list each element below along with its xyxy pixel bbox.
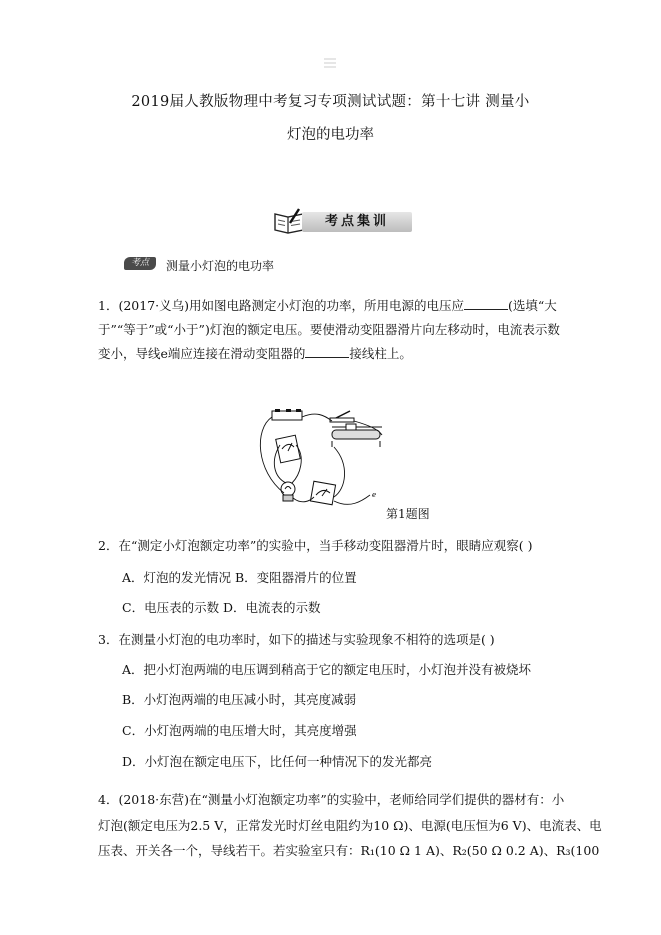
q3-option-a: A．把小灯泡两端的电压调到稍高于它的额定电压时，小灯泡并没有被烧坏 <box>122 662 532 677</box>
q2-stem: 2．在“测定小灯泡额定功率”的实验中，当手移动变阻器滑片时，眼睛应观察( ) <box>98 538 533 553</box>
rheostat <box>332 424 382 447</box>
q1-line3-text: 变小，导线e端应连接在滑动变阻器的 <box>98 346 306 361</box>
q4-line3: 压表、开关各一个，导线若干。若实验室只有：R₁(10 Ω 1 A)、R₂(50 Ω 0.2 A)、R₃(100 <box>98 843 600 858</box>
q1-line3-tail: 接线柱上。 <box>349 346 412 361</box>
voltmeter <box>276 435 301 463</box>
q4-line2: 灯泡(额定电压为2.5 V，正常发光时灯丝电阻约为10 Ω)、电源(电压恒为6 V)、电流表、电 <box>98 818 602 833</box>
book-pen-icon <box>272 208 306 236</box>
figure-caption: 第1题图 <box>386 507 430 521</box>
q1-blank2 <box>305 345 349 358</box>
q1-blank1 <box>464 297 508 310</box>
circuit-figure <box>250 405 390 517</box>
q1-line1 <box>98 296 557 314</box>
switch <box>330 411 354 422</box>
ammeter <box>310 481 335 505</box>
page-top-mark <box>322 56 338 70</box>
q3-stem: 3．在测量小灯泡的电功率时，如下的描述与实验现象不相符的选项是( ) <box>98 632 495 647</box>
q4-line1: 4．(2018·东营)在“测量小灯泡额定功率”的实验中，老师给同学们提供的器材有：小 <box>98 792 565 807</box>
topic-tag: 考点 <box>124 257 156 270</box>
q3-option-b: B．小灯泡两端的电压减小时，其亮度减弱 <box>122 692 357 707</box>
q2-options-ab: A．灯泡的发光情况 B．变阻器滑片的位置 <box>122 570 357 585</box>
document-title-line2: 灯泡的电功率 <box>287 127 374 143</box>
document-title-line1: 2019届人教版物理中考复习专项测试试题：第十七讲 测量小 <box>131 94 530 110</box>
battery-pack <box>272 409 302 420</box>
wire-label-e: e <box>372 491 377 499</box>
q2-options-cd: C．电压表的示数 D．电流表的示数 <box>122 600 321 615</box>
section-banner-label: 考点集训 <box>302 212 412 232</box>
q3-option-d: D．小灯泡在额定电压下，比任何一种情况下的发光都亮 <box>122 754 433 769</box>
section-banner <box>272 208 416 236</box>
q1-line1-text: 1．(2017·义乌)用如图电路测定小灯泡的功率，所用电源的电压应 <box>98 298 464 313</box>
q1-line2: 于”“等于”或“小于”)灯泡的额定电压。要使滑动变阻器滑片向左移动时，电流表示数 <box>98 322 560 337</box>
topic-text: 测量小灯泡的电功率 <box>166 259 275 273</box>
q1-line3 <box>98 344 412 362</box>
q3-option-c: C．小灯泡两端的电压增大时，其亮度增强 <box>122 723 357 738</box>
q1-line1-tail: (选填“大 <box>508 298 557 313</box>
